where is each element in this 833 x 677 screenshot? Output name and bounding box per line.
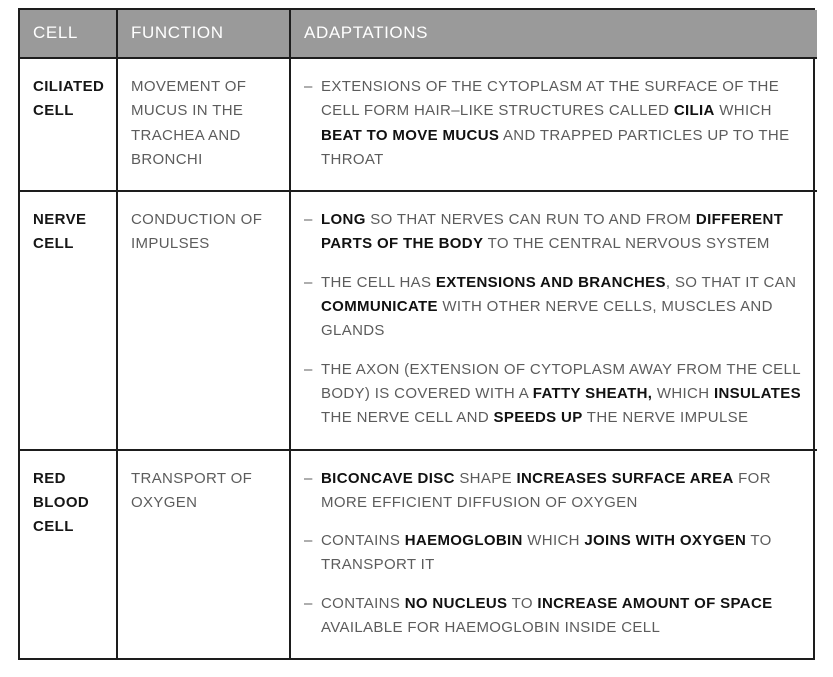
- adaptation-text: CONTAINS: [321, 594, 405, 612]
- cell-function-line: TRACHEA AND: [131, 126, 241, 144]
- adaptation-item: [304, 592, 803, 641]
- bullet-dash-icon: –: [304, 594, 313, 612]
- adaptation-emphasis: INCREASE AMOUNT OF SPACE: [537, 594, 773, 612]
- adaptation-emphasis: DIFFERENT PARTS OF THE BODY: [321, 211, 784, 253]
- cell-function-text: [117, 450, 290, 659]
- cell-adaptations-text: [290, 450, 817, 659]
- cell-type-name: [20, 58, 117, 191]
- adaptations-list: [304, 208, 803, 430]
- adaptation-item: [304, 358, 803, 431]
- adaptation-item: [304, 529, 803, 578]
- cell-adaptations-table: [20, 10, 817, 658]
- cell-type-name-line: CILIATED: [33, 78, 105, 95]
- adaptation-text: WHICH: [652, 384, 714, 402]
- bullet-dash-icon: –: [304, 273, 313, 291]
- bullet-dash-icon: –: [304, 211, 313, 229]
- adaptation-emphasis: BICONCAVE DISC: [321, 469, 455, 487]
- adaptation-text: WITH OTHER NERVE CELLS, MUSCLES AND GLANDS: [321, 298, 773, 340]
- bullet-dash-icon: –: [304, 360, 313, 378]
- adaptations-list: [304, 75, 803, 172]
- adaptation-emphasis: NO NUCLEUS: [404, 594, 508, 612]
- adaptation-text: TO TRANSPORT IT: [321, 532, 772, 574]
- cell-type-name: [20, 191, 117, 449]
- adaptations-list: [304, 467, 803, 641]
- bullet-dash-icon: –: [304, 78, 313, 95]
- table-header: [20, 10, 817, 58]
- table-row: [20, 191, 817, 449]
- adaptation-text: THE CELL HAS: [321, 273, 436, 291]
- table-body: [20, 58, 817, 658]
- cell-function-line: CONDUCTION OF: [131, 211, 263, 229]
- cell-function-line: MOVEMENT OF: [131, 78, 247, 95]
- cell-adaptations-text: [290, 191, 817, 449]
- cell-function-line: IMPULSES: [131, 235, 210, 253]
- adaptation-text: THE NERVE CELL AND: [321, 409, 494, 427]
- adaptation-text: THE NERVE IMPULSE: [582, 409, 749, 427]
- cell-function-text: [117, 58, 290, 191]
- adaptation-emphasis: BEAT TO MOVE MUCUS: [321, 126, 500, 144]
- table-row: [20, 58, 817, 191]
- adaptation-text: FOR MORE EFFICIENT DIFFUSION OF OXYGEN: [321, 469, 771, 511]
- cell-type-name-line: CELL: [33, 518, 74, 536]
- cell-type-name-line: CELL: [33, 102, 74, 120]
- adaptation-text: AVAILABLE FOR HAEMOGLOBIN INSIDE CELL: [321, 619, 661, 637]
- adaptation-text: SO THAT NERVES CAN RUN TO AND FROM: [365, 211, 696, 229]
- adaptation-text: , SO THAT IT CAN: [665, 273, 797, 291]
- cell-function-line: BRONCHI: [131, 150, 203, 168]
- adaptation-emphasis: JOINS WITH OXYGEN: [584, 532, 747, 550]
- adaptation-emphasis: INCREASES SURFACE AREA: [516, 469, 734, 487]
- adaptation-text: THE AXON (EXTENSION OF CYTOPLASM AWAY FROM THE CELL BODY) IS COVERED WITH A: [321, 360, 801, 402]
- cell-function-line: OXYGEN: [131, 493, 198, 511]
- bullet-dash-icon: –: [304, 532, 313, 550]
- adaptation-text: SHAPE: [454, 469, 517, 487]
- adaptation-emphasis: INSULATES: [713, 384, 801, 402]
- adaptation-emphasis: LONG: [321, 211, 366, 229]
- cell-type-name-line: BLOOD: [33, 493, 90, 511]
- adaptation-emphasis: CILIA: [673, 102, 715, 120]
- column-header-function: FUNCTION: [117, 10, 290, 58]
- column-header-adaptations: ADAPTATIONS: [290, 10, 817, 58]
- adaptation-text: WHICH: [714, 102, 772, 120]
- bullet-dash-icon: –: [304, 469, 313, 487]
- adaptation-item: [304, 75, 803, 172]
- cell-function-line: TRANSPORT OF: [131, 469, 253, 487]
- adaptation-emphasis: EXTENSIONS AND BRANCHES: [435, 273, 666, 291]
- cell-type-name-line: NERVE: [33, 211, 87, 229]
- adaptation-text: WHICH: [522, 532, 585, 550]
- adaptation-text: AND TRAPPED PARTICLES UP TO THE THROAT: [321, 126, 790, 168]
- cell-adaptations-table-container: [18, 8, 815, 660]
- adaptation-emphasis: COMMUNICATE: [321, 298, 438, 316]
- adaptation-item: [304, 208, 803, 257]
- column-header-cell: CELL: [20, 10, 117, 58]
- cell-adaptations-text: [290, 58, 817, 191]
- cell-function-text: [117, 191, 290, 449]
- cell-type-name-line: CELL: [33, 235, 74, 253]
- adaptation-text: EXTENSIONS OF THE CYTOPLASM AT THE SURFACE OF THE CELL FORM HAIR–LIKE STRUCTURES CALLED: [321, 78, 780, 120]
- cell-type-name-line: RED: [33, 469, 66, 487]
- header-row: [20, 10, 817, 58]
- adaptation-emphasis: FATTY SHEATH,: [532, 384, 653, 402]
- adaptation-text: TO: [507, 594, 538, 612]
- adaptation-item: [304, 271, 803, 344]
- adaptation-item: [304, 467, 803, 516]
- table-row: [20, 450, 817, 659]
- adaptation-text: TO THE CENTRAL NERVOUS SYSTEM: [483, 235, 770, 253]
- adaptation-text: CONTAINS: [321, 532, 405, 550]
- adaptation-emphasis: HAEMOGLOBIN: [404, 532, 523, 550]
- cell-type-name: [20, 450, 117, 659]
- cell-function-line: MUCUS IN THE: [131, 102, 244, 120]
- adaptation-emphasis: SPEEDS UP: [493, 409, 583, 427]
